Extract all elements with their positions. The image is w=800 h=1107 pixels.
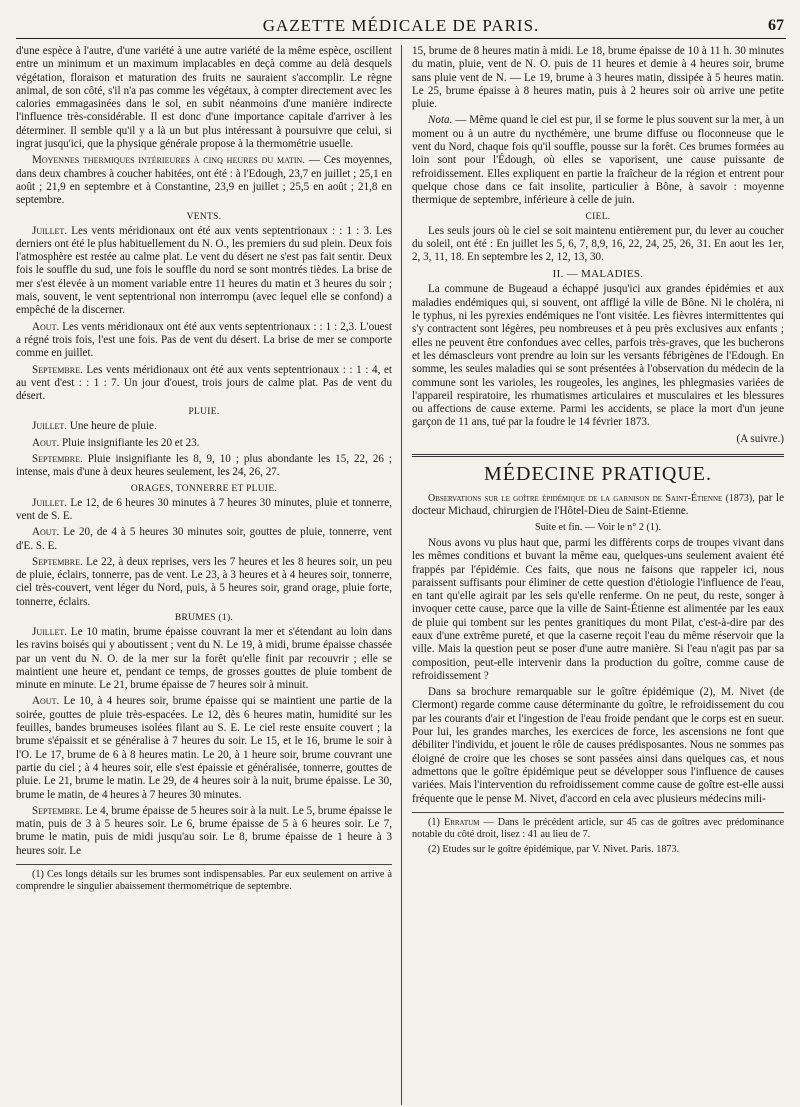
paragraph-moyennes: [16, 154, 392, 207]
month-label: Septembre.: [32, 453, 83, 466]
footnote: (1) Ces longs détails sur les brumes sont indispensables. Par eux seulement on arrive à comprendre le singulier abaissement thermométrique de septembre.: [16, 869, 392, 893]
paragraph: [16, 225, 392, 318]
left-column: [16, 45, 392, 1105]
obs-author: par le docteur Michaud, chirurgien de l'Hôtel-Dieu de Saint-Etienne.: [412, 492, 784, 518]
footnote: (2) Etudes sur le goître épidémique, par V. Nivet. Paris. 1873.: [428, 844, 680, 856]
paragraph: [16, 453, 392, 480]
section-heading-ciel: CIEL.: [585, 211, 611, 222]
section-heading-brumes: BRUMES (1).: [174, 612, 234, 623]
columns: [16, 45, 786, 1105]
paragraph: [16, 437, 392, 450]
section-heading-pluie: PLUIE.: [188, 407, 220, 418]
section-heading-orages: ORAGES, TONNERRE ET PLUIE.: [130, 483, 278, 494]
text: — Dans le précédent article, sur 45 cas de goîtres avec prédominance notable du côté droit, lisez : 41 au lieu de 7.: [412, 816, 784, 841]
paragraph: [16, 805, 392, 858]
article-title: [412, 492, 784, 519]
footnote-divider: [412, 812, 784, 813]
text: Le 10, à 4 heures soir, brume épaisse qui se maintient une partie de la soirée, gouttes de pluie très-espacées. Le 12, dès 6 heures matin, humidité sur les feuilles, bandes brumeuses isolées filant au S. E. Le ciel reste ensuite couvert ; la brume s'épaissit et se généralise à 7 heures du soir. Le 15, et le 16, brume le soir à l'O. Le 17, brume de 6 à 8 heures matin. Le 20, à 1 heure soir, brume couvrant une partie du ciel ; à 4 heures soir, elle s'est épaissie et généralisée, tonnerre, gouttes de pluie. Le 21, brume le matin. Le 29, de 4 heures soir à la nuit, brume épaisse. Le 30, brume le matin, de 4 heures à 7 heures 30 minutes.: [16, 695, 392, 801]
month-label: Juillet.: [32, 224, 68, 237]
paragraph: [16, 497, 392, 524]
month-label: Aout.: [32, 526, 60, 539]
paragraph: [16, 364, 392, 404]
obs-title: Observations sur le goître épidémique de la garnison de Saint-Étienne (1873),: [428, 493, 755, 505]
paragraph: Dans sa brochure remarquable sur le goître épidémique (2), M. Nivet (de Clermont) regarde comme cause déterminante du goître, le refroidissement du cou par les courants d'air et l'ingestion de l'eau froide pendant que le corps est en sueur. Pour lui, les grandes marches, les exercices de force, les ascensions ne font que débiliter l'individu, et jouent le rôle de causes prédisposantes. Nous ne sommes pas éloigné de croire que les choses se sont passées ainsi dans quelques cas, et nous admettons que le goître épidémique peut se développer sous l'influence de causes variées. Mais l'intervention du refroidissement comme cause de goître est-elle aussi fréquente que le pense M. Nivet, d'accord en cela avec plusieurs médecins mili-: [412, 686, 784, 805]
month-label: Septembre.: [32, 555, 83, 568]
section-heading-maladies: II. — MALADIES.: [552, 268, 644, 281]
paragraph: [16, 420, 392, 433]
month-label: Juillet.: [32, 625, 68, 638]
to-be-continued: (A suivre.): [736, 432, 784, 445]
column-divider: [401, 45, 402, 1105]
text: Les vents méridionaux ont été aux vents septentrionaux : : 1 : 2,3. L'ouest a régné trois fois, l'est une fois. Pas de vent du désert. La brise de mer se comporte comme en juillet.: [16, 320, 392, 360]
text: Une heure de pluie.: [69, 420, 157, 433]
journal-title: GAZETTE MÉDICALE DE PARIS.: [262, 16, 540, 35]
section-title: MÉDECINE PRATIQUE.: [484, 463, 712, 486]
paragraph-nota: [412, 114, 784, 207]
text: Pluie insignifiante les 8, 9, 10 ; plus abondante les 15, 22, 26 ; intense, mais d'une à deux heures seulement, les 24, 26, 27.: [16, 453, 392, 479]
month-label: Juillet.: [32, 496, 68, 509]
paragraph: d'une espèce à l'autre, d'une variété à une autre variété de la même espèce, oscillent entre un minimum et un maximum implacables en deçà comme au delà desquels végétation, floraison et maturation des fruits ne sauraient s'accomplir. Le règne animal, de son côté, s'il n'a pas comme les végétaux, à compter directement avec les calories emmagasinées dans le sol, en subit néanmoins d'une manière indirecte l'influence très-considérable. Il est donc d'une importance capitale d'arriver à les déterminer. Il semble qu'il y a là un but plus intéressant à poursuivre que celui, si ingrat jusqu'ici, que la physique générale propose à la thermométrie usuelle.: [16, 45, 392, 151]
section-heading-vents: VENTS.: [186, 211, 222, 222]
month-label: Aout.: [32, 320, 60, 333]
text: Le 10 matin, brume épaisse couvrant la mer et s'étendant au loin dans les ravins boisés qui y aboutissent ; vent du N. Le 19, à midi, brume épaisse chassée par un vent du N. O. de la mer sur la forêt qu'elle finit par recouvrir ; elle se maintient une heure et, pendant ce temps, de grosses gouttes de pluie tombent de minute en minute. Le 21, brume épaisse de 7 heures soir à minuit.: [16, 625, 392, 692]
paragraph: La commune de Bugeaud a échappé jusqu'ici aux grandes épidémies et aux maladies endémiques qui, si souvent, ont affligé la ville de Bône. Ni le choléra, ni le typhus, ni les pyrexies endémiques ne l'ont visitée. Les fièvres intermittentes qui s'y contractent sont légères, peu nombreuses et à peu près exclusives aux enfants ; elles ne peuvent être confondues avec celles, parfois très-graves, que les bucherons et les démascleurs vont prendre au loin sur les versants fébrigènes de l'Edough. En somme, les seules maladies qui se sont présentées à l'observation du médecin de la commune sont les varioles, les rougeoles, les angines, les phlegmasies variées de l'appareil respiratoire, les rhumatismes articulaires et musculaires et les blessures ou affections de cause externe. Parmi les accidents, se place la mort d'un jeune garçon de 11 ans, tué par la foudre le 14 février 1873.: [412, 283, 784, 429]
erratum-label: (1) Erratum: [428, 816, 480, 828]
month-label: Septembre.: [32, 804, 83, 817]
section-label: Moyennes thermiques intérieures à cinq heures du matin.: [32, 154, 306, 167]
paragraph: 15, brume de 8 heures matin à midi. Le 18, brume épaisse de 10 à 11 h. 30 minutes du matin, pluie, vent de N. O. puis de 11 heures et demie à 4 heures soir, brume sans pluie vent de N. — Le 19, brume à 3 heures matin, dissipée à 5 heures matin. Le 25, brume épaisse à 8 heures matin, puis à 2 heures soir où arrive une petite pluie.: [412, 45, 784, 111]
text: Le 4, brume épaisse de 5 heures soir à la nuit. Le 5, brume épaisse le matin, puis de 3 à 5 heures soir. Le 6, brume épaisse de 5 à 6 heures soir. Le 7, brume le matin, puis de midi jusqu'au soir. Le 8, brume épaisse de 1 heure à 3 heures soir. Le: [16, 804, 392, 857]
month-label: Septembre.: [32, 363, 83, 376]
paragraph: [16, 556, 392, 609]
paragraph: Les seuls jours où le ciel se soit maintenu entièrement pur, du lever au coucher du soleil, ont été : En juillet les 5, 6, 7, 8,9, 16, 22, 24, 25, 26, 31. En aout les 1er, 2, 3, 11, 18. En septembre les 2, 12, 13, 30.: [412, 224, 784, 264]
right-column: [412, 45, 784, 1105]
suite-note: Suite et fin. — Voir le n° 2 (1).: [535, 521, 661, 533]
page-number: 67: [768, 17, 784, 34]
footnote-divider: [16, 864, 392, 865]
text: — Même quand le ciel est pur, il se forme le plus souvent sur la mer, à un moment ou à un autre du nycthémère, une brume diffuse ou floconneuse que le vent du Nord, chaque fois qu'il souffle, pousse sur la forêt. Ces brumes formées au loin sont pour l'Édough, où elles se vaporisent, une cause puissante de refroidissement. Elles expliquent en partie la fraîcheur de la région et entrent pour quelque chose dans ce fait insolite, particulier à Bône, à savoir : moyenne thermique de septembre, inférieure à celle de juin.: [412, 114, 784, 207]
section-divider: [412, 454, 784, 457]
text: — Ces moyennes, dans deux chambres à coucher habitées, ont été : à l'Edough, 23,7 en juillet ; 25,1 en août ; 21,9 en septembre et à Constantine, 23,9 en juillet ; 25,5 en août ; 21,8 en septembre.: [16, 154, 392, 207]
text: Les vents méridionaux ont été aux vents septentrionaux : : 1 : 3. Les derniers ont été le plus habituellement du N. O., les premiers du sud plein. Deux fois l'atmosphère est restée au calme plat. Le vent du désert ne s'est pas fait sentir. Deux fois le souffle du sud, une fois le souffle du nord se sont montrés tièdes. La brise de mer s'est élevée à un moment variable entre 11 heures du matin et 3 heures du soir ; mais, souvent, le vent septentrional non interrompu (avec lequel elle se confond) a empêché de la discerner.: [16, 224, 392, 317]
paragraph: Nous avons vu plus haut que, parmi les différents corps de troupes vivant dans les mêmes conditions et buvant la même eau, quelques-uns seulement avaient été frappés par l'épidémie. Ces faits, que nous ne faisons que rappeler ici, nous paraissent suffisants pour éliminer de cette question d'étiologie l'influence de l'eau, en tant qu'elle agirait par les sels qu'elle renferme. On ne peut, du reste, songer à invoquer cette cause, parce que la ville de Saint-Étienne est alimentée par les eaux de pluie qui tombent sur les pentes granitiques du mont Pilat, c'est-à-dire par des eaux d'une extrême pureté, et que la caserne reçoit l'eau du même réservoir que la ville. Mais la question peut se poser d'une autre manière. Si l'eau n'agit pas par sa composition, peut-elle intervenir dans la production du goître, comme cause de refroidissement ?: [412, 536, 784, 682]
text: Le 22, à deux reprises, vers les 7 heures et les 8 heures soir, un peu de pluie, éclairs, tonnerre, pas de vent. Le 23, à 3 heures et à 4 heures soir, tonnerre, ciel très-couvert, vent léger du Nord, puis, à 5 heures soir, grand orage, pluie forte, tonnerre, éclairs.: [16, 555, 392, 608]
month-label: Aout.: [32, 695, 60, 708]
page-header: [16, 14, 786, 39]
paragraph: [16, 526, 392, 553]
paragraph: [16, 321, 392, 361]
month-label: Aout.: [32, 436, 60, 449]
nota-label: Nota.: [428, 114, 453, 127]
paragraph: [16, 695, 392, 801]
text: Le 20, de 4 à 5 heures 30 minutes soir, gouttes de pluie, tonnerre, vent d'E. S. E.: [16, 526, 392, 552]
month-label: Juillet.: [32, 420, 68, 433]
paragraph: [16, 626, 392, 692]
footnote: [412, 817, 784, 842]
text: Le 12, de 6 heures 30 minutes à 7 heures 30 minutes, pluie et tonnerre, vent de S. E.: [16, 496, 392, 522]
text: Pluie insignifiante les 20 et 23.: [62, 436, 200, 449]
text: Les vents méridionaux ont été aux vents septentrionaux : : 1 : 4, et au vent d'est : : 1 : 7. Un jour d'ouest, trois jours de calme plat. Pas de vent du désert.: [16, 363, 392, 403]
